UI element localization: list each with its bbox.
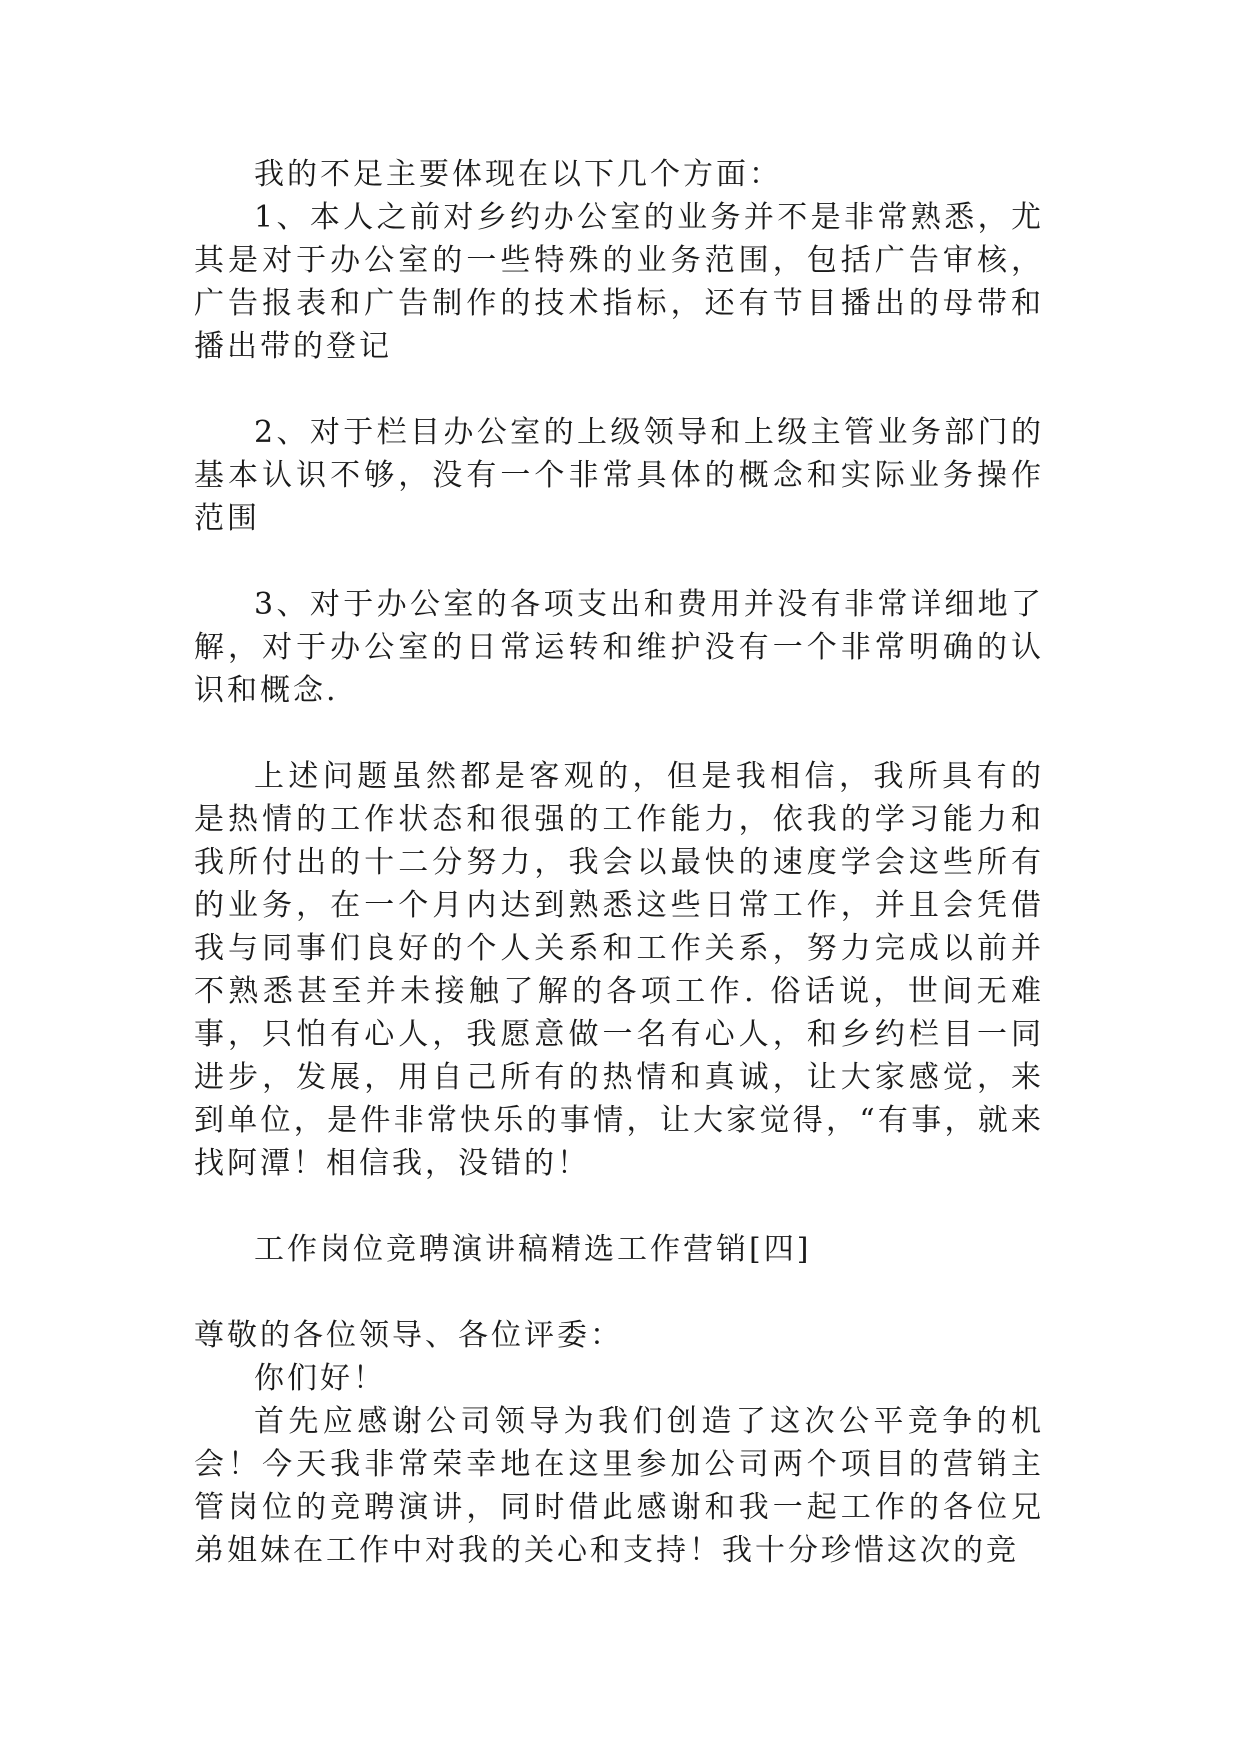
paragraph-point-1: 1、本人之前对乡约办公室的业务并不是非常熟悉，尤其是对于办公室的一些特殊的业务范围，包括广告审核，广告报表和广告制作的技术指标，还有节目播出的母带和播出带的登记 bbox=[194, 200, 1044, 364]
paragraph-conclusion: 上述问题虽然都是客观的，但是我相信，我所具有的是热情的工作状态和很强的工作能力，依我的学习能力和我所付出的十二分努力，我会以最快的速度学会这些所有的业务，在一个月内达到熟悉这些日常工作，并且会凭借我与同事们良好的个人关系和工作关系，努力完成以前并不熟悉甚至并未接触了解的各项工作. 俗话说，世间无难事，只怕有心人，我愿意做一名有心人，和乡约栏目一同进步，发展，用自己所有的热情和真诚，让大家感觉，来到单位，是件非常快乐的事情，让大家觉得，“有事，就来找阿潭！相信我，没错的！ bbox=[194, 759, 1044, 1181]
paragraph-point-2: 2、对于栏目办公室的上级领导和上级主管业务部门的基本认识不够，没有一个非常具体的概念和实际业务操作范围 bbox=[194, 415, 1044, 536]
paragraph-intro: 我的不足主要体现在以下几个方面： bbox=[254, 157, 782, 192]
paragraph-opening: 首先应感谢公司领导为我们创造了这次公平竞争的机会！今天我非常荣幸地在这里参加公司两个项目的营销主管岗位的竞聘演讲，同时借此感谢和我一起工作的各位兄弟姐妹在工作中对我的关心和支持！我十分珍惜这次的竞 bbox=[194, 1404, 1044, 1568]
greeting: 你们好！ bbox=[254, 1361, 386, 1396]
paragraph-point-3: 3、对于办公室的各项支出和费用并没有非常详细地了解，对于办公室的日常运转和维护没有一个非常明确的认识和概念. bbox=[194, 587, 1044, 708]
document-body bbox=[194, 153, 1044, 1572]
section-heading: 工作岗位竞聘演讲稿精选工作营销[四] bbox=[254, 1232, 812, 1267]
salutation: 尊敬的各位领导、各位评委： bbox=[194, 1318, 623, 1353]
